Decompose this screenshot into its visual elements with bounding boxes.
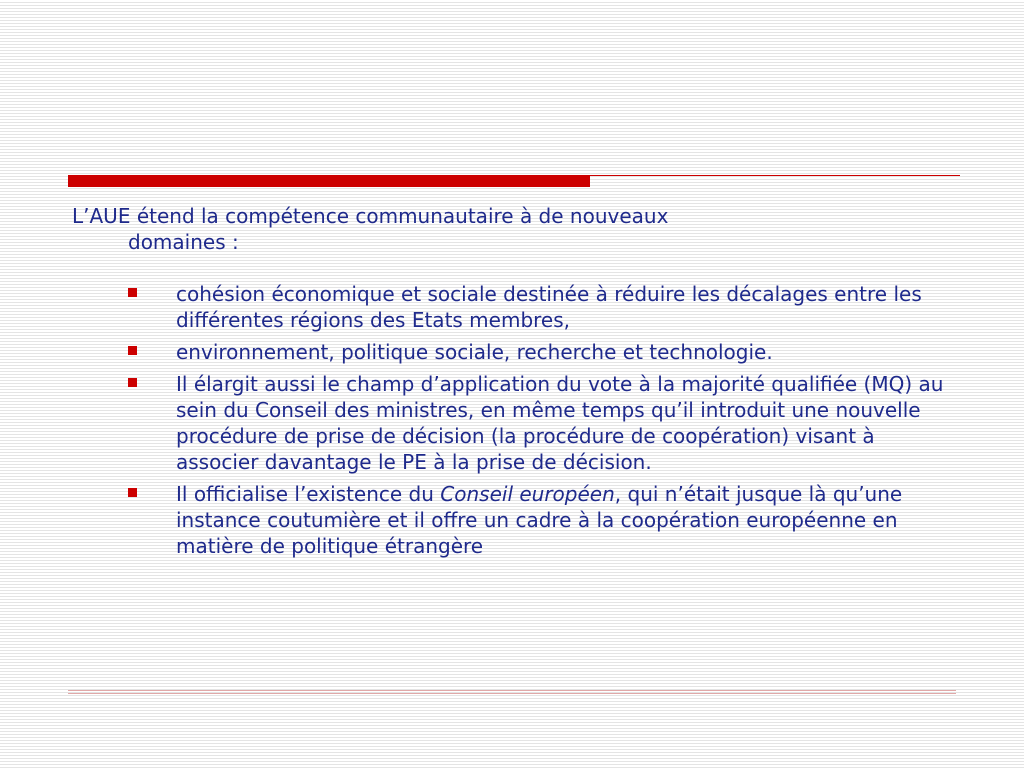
square-bullet-icon bbox=[128, 346, 137, 355]
bullet-text-before: Il officialise l’existence du bbox=[176, 482, 441, 506]
bullet-text: cohésion économique et sociale destinée à réduire les décalages entre les différentes régions des Etats membres, bbox=[176, 282, 922, 332]
title-accent-line bbox=[590, 175, 960, 176]
title-accent-bar bbox=[68, 175, 590, 187]
square-bullet-icon bbox=[128, 288, 137, 297]
bullet-text: Il élargit aussi le champ d’application du vote à la majorité qualifiée (MQ) au sein du Conseil des ministres, en même temps qu’il introduit une nouvelle procédure de prise de décision (la procédure de coopération) visant à associer davantage le PE à la prise de décision. bbox=[176, 372, 944, 474]
intro-line-1: L’AUE étend la compétence communautaire à de nouveaux bbox=[72, 204, 669, 228]
bullet-list bbox=[72, 281, 952, 559]
bullet-item bbox=[72, 371, 952, 475]
footer-divider bbox=[68, 690, 956, 691]
bullet-item bbox=[72, 339, 952, 365]
bullet-text: environnement, politique sociale, recherche et technologie. bbox=[176, 340, 773, 364]
bullet-text-italic: Conseil européen bbox=[440, 482, 615, 506]
footer-divider bbox=[68, 693, 956, 694]
bullet-item bbox=[72, 281, 952, 333]
square-bullet-icon bbox=[128, 488, 137, 497]
bullet-text-after: , qui n’était jusque là qu’une instance coutumière et il offre un cadre à la coopération européenne en matière de politique étrangère bbox=[176, 482, 903, 558]
slide-body bbox=[72, 203, 952, 565]
bullet-item bbox=[72, 481, 952, 559]
intro-line-2: domaines : bbox=[128, 230, 239, 254]
square-bullet-icon bbox=[128, 378, 137, 387]
intro-paragraph bbox=[72, 203, 888, 255]
